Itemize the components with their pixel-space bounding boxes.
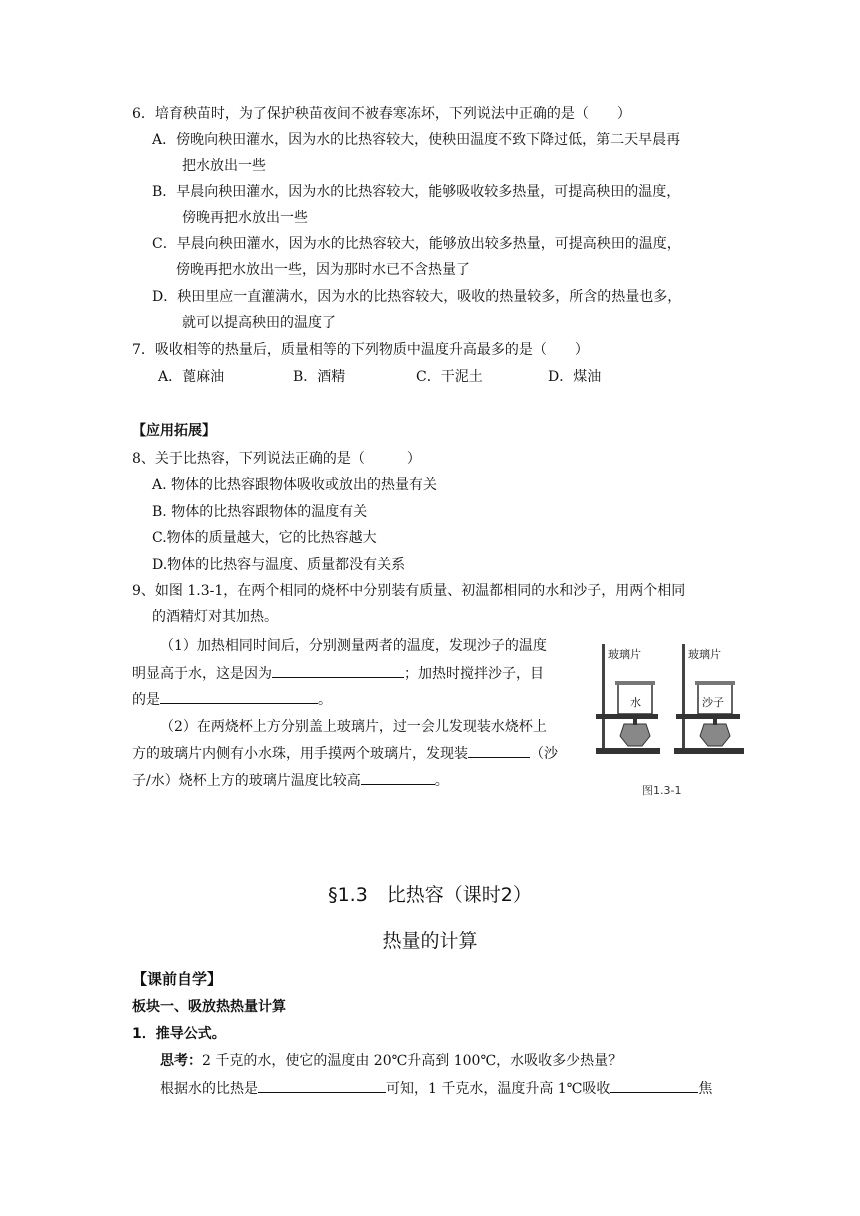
q9-part2-text-c: 子/水）烧杯上方的玻璃片温度比较高 bbox=[132, 773, 361, 789]
last-text-a: 根据水的比热是 bbox=[160, 1081, 258, 1097]
lesson-title: §1.3 比热容（课时2） bbox=[328, 884, 532, 906]
section-pre-study-heading: 【课前自学】 bbox=[132, 970, 223, 988]
blank-specific-heat[interactable] bbox=[258, 1078, 386, 1093]
q9-blank-reason[interactable] bbox=[272, 663, 404, 678]
q6-option-b-line2: 傍晚再把水放出一些 bbox=[182, 210, 308, 226]
think-label: 思考： bbox=[160, 1053, 202, 1069]
q9-stem-line2: 的酒精灯对其加热。 bbox=[152, 609, 278, 625]
blank-heat-absorbed[interactable] bbox=[610, 1078, 698, 1093]
q9-blank-which[interactable] bbox=[468, 743, 530, 758]
q8-option-b: B. 物体的比热容跟物体的温度有关 bbox=[152, 504, 368, 520]
q9-blank-purpose[interactable] bbox=[160, 689, 318, 704]
q9-part1-text-d: 。 bbox=[318, 692, 332, 708]
q7-option-a: A．蓖麻油 bbox=[158, 369, 225, 385]
q9-part2-text-b: （沙 bbox=[530, 746, 558, 762]
right-glass-label: 玻璃片 bbox=[688, 648, 721, 661]
water-label: 水 bbox=[630, 696, 641, 709]
q6-option-d-line1: D．秧田里应一直灌满水，因为水的比热容较大，吸收的热量较多，所含的热量也多， bbox=[152, 289, 682, 305]
q9-part2-text-d: 。 bbox=[434, 773, 449, 789]
last-text-b: 可知，1 千克水，温度升高 1℃吸收 bbox=[386, 1081, 611, 1097]
last-text-c: 焦 bbox=[698, 1081, 713, 1097]
left-glass-label: 玻璃片 bbox=[608, 648, 641, 661]
q8-option-d: D.物体的比热容与温度、质量都没有关系 bbox=[152, 557, 406, 573]
item1-heading: 1．推导公式。 bbox=[132, 1026, 226, 1042]
q6-stem: 6．培育秧苗时，为了保护秧苗夜间不被春寒冻坏，下列说法中正确的是（ ） bbox=[132, 106, 631, 122]
last-line bbox=[160, 1078, 712, 1099]
q9-part2-text-a: 方的玻璃片内侧有小水珠，用手摸两个玻璃片，发现装 bbox=[132, 746, 468, 762]
block1-heading: 板块一、吸放热热量计算 bbox=[132, 999, 286, 1015]
q9-part1-line2 bbox=[132, 663, 544, 684]
q9-part1-line3 bbox=[132, 689, 332, 710]
q9-blank-result[interactable] bbox=[361, 770, 435, 785]
q6-option-a-line2: 把水放出一些 bbox=[182, 158, 266, 174]
q6-option-c-line2: 傍晚再把水放出一些，因为那时水已不含热量了 bbox=[176, 262, 470, 278]
lesson-subtitle: 热量的计算 bbox=[382, 930, 478, 952]
q9-part1-text-a: 明显高于水，这是因为 bbox=[132, 666, 272, 682]
q8-stem: 8、关于比热容，下列说法正确的是（ ） bbox=[132, 451, 421, 467]
q9-part2-line2 bbox=[132, 743, 558, 764]
q9-part1-line1: （1）加热相同时间后，分别测量两者的温度，发现沙子的温度 bbox=[160, 638, 547, 654]
figure-caption: 图1.3-1 bbox=[642, 784, 682, 797]
figure-heating-apparatus bbox=[590, 640, 750, 800]
q9-part1-text-c: 的是 bbox=[132, 692, 160, 708]
think-line bbox=[160, 1051, 622, 1071]
q6-option-c-line1: C．早晨向秧田灌水，因为水的比热容较大，能够放出较多热量，可提高秧田的温度， bbox=[152, 236, 681, 252]
q7-option-b: B．酒精 bbox=[293, 369, 346, 385]
q7-stem: 7．吸收相等的热量后，质量相等的下列物质中温度升高最多的是（ ） bbox=[132, 342, 589, 358]
q9-part2-line3 bbox=[132, 770, 449, 791]
q6-option-a-line1: A．傍晚向秧田灌水，因为水的比热容较大，使秧田温度不致下降过低，第二天早晨再 bbox=[152, 132, 681, 148]
q9-part2-line1: （2）在两烧杯上方分别盖上玻璃片，过一会儿发现装水烧杯上 bbox=[160, 719, 547, 735]
q8-option-a: A. 物体的比热容跟物体吸收或放出的热量有关 bbox=[152, 477, 438, 493]
q6-option-b-line1: B．早晨向秧田灌水，因为水的比热容较大，能够吸收较多热量，可提高秧田的温度， bbox=[152, 184, 681, 200]
think-text: 2 千克的水，使它的温度由 20℃升高到 100℃，水吸收多少热量？ bbox=[202, 1053, 623, 1069]
q6-option-d-line2: 就可以提高秧田的温度了 bbox=[182, 315, 336, 331]
q8-option-c: C.物体的质量越大，它的比热容越大 bbox=[152, 530, 377, 546]
apparatus-illustration bbox=[590, 640, 750, 800]
q9-stem-line1: 9、如图 1.3-1，在两个相同的烧杯中分别装有质量、初温都相同的水和沙子，用两个相同 bbox=[132, 583, 686, 599]
section-apply-heading: 【应用拓展】 bbox=[132, 423, 216, 439]
q7-option-c: C．干泥土 bbox=[416, 369, 483, 385]
q9-part1-text-b: ；加热时搅拌沙子，目 bbox=[404, 666, 544, 682]
q7-option-d: D．煤油 bbox=[548, 369, 602, 385]
sand-label: 沙子 bbox=[702, 696, 724, 709]
